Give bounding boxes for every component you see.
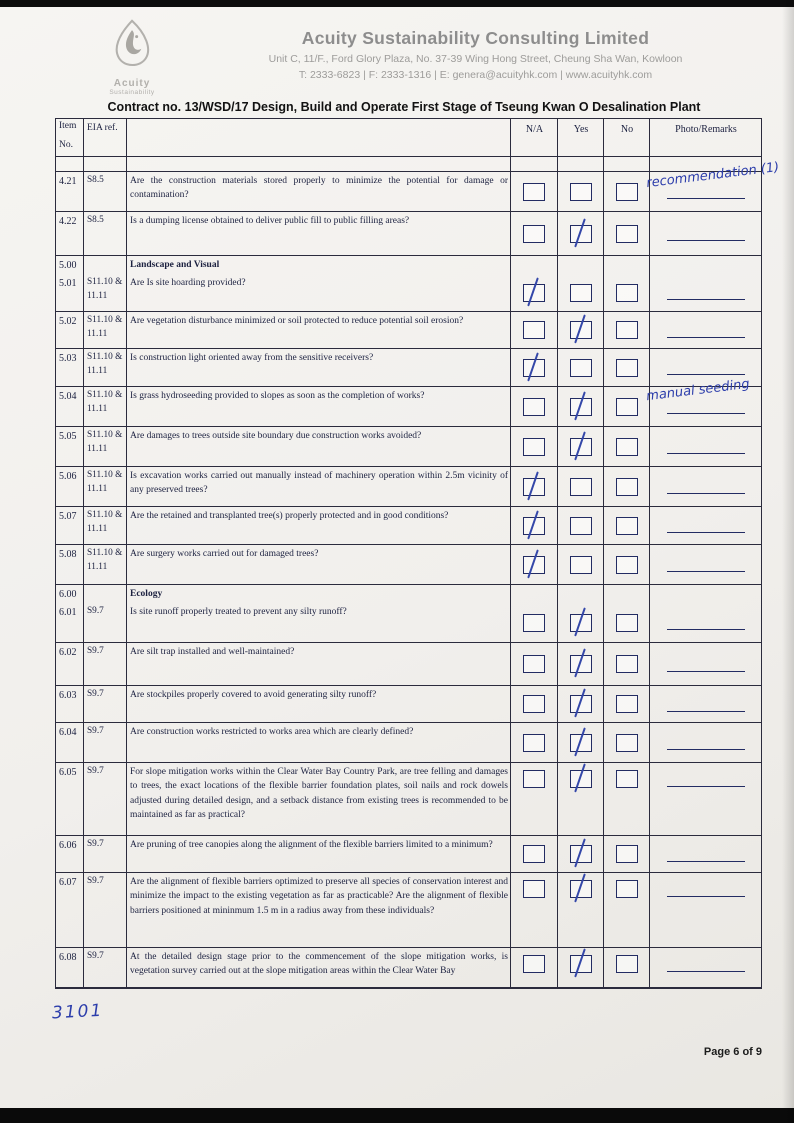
checklist-item-row (56, 159, 781, 212)
section-title: Ecology (127, 585, 511, 603)
remarks-cell (650, 545, 761, 584)
checkbox-cell-na (511, 349, 558, 386)
question-text: Are the construction materials stored properly to minimize the potential for damage or contamination? (127, 172, 511, 211)
eia-reference: S11.10 & 11.11 (84, 507, 127, 544)
col-header-na: N/A (511, 119, 558, 156)
checkbox-na (523, 614, 545, 632)
checkbox-cell-no (604, 349, 650, 386)
section-header-row (56, 256, 761, 274)
checkbox-yes-checked (570, 398, 592, 416)
checkbox-na-checked (523, 478, 545, 496)
checkbox-cell-no (604, 256, 650, 274)
checkbox-no (616, 478, 638, 496)
checklist-item-row (56, 376, 761, 427)
checkbox-cell-no (604, 603, 650, 642)
question-text: Is construction light oriented away from the sensitive receivers? (127, 349, 511, 386)
question-text: For slope mitigation works within the Clear Water Bay Country Park, are tree felling and damages to trees, the exact locations of the flexible barrier foundation plates, soil nails and rock dowels adjusted during detailed design, and a setback distance from existing trees is recommended to be maintained as far as practical? (127, 763, 511, 835)
checkbox-yes-checked (570, 695, 592, 713)
item-number: 6.08 (56, 948, 84, 987)
checkbox-yes (570, 556, 592, 574)
question-text: Is excavation works carried out manually instead of machinery operation within 2.5m vicinity of any preserved trees? (127, 467, 511, 506)
checkbox-cell-no (604, 212, 650, 255)
checkbox-cell-na (511, 212, 558, 255)
checkbox-no (616, 284, 638, 302)
eia-reference: S9.7 (84, 948, 127, 987)
checkbox-yes (570, 517, 592, 535)
checkbox-no (616, 655, 638, 673)
remarks-cell (650, 603, 761, 642)
checkbox-yes-checked (570, 845, 592, 863)
contract-title: Contract no. 13/WSD/17 Design, Build and Operate First Stage of Tseung Kwan O Desalination Plant (107, 100, 701, 114)
checkbox-na-checked (523, 359, 545, 377)
checkbox-cell-yes (558, 948, 604, 987)
remarks-cell (650, 585, 761, 603)
item-number: 5.00 (56, 256, 84, 274)
item-number: 6.02 (56, 643, 84, 685)
eia-reference (84, 157, 127, 171)
checklist-item-row (56, 603, 761, 643)
checkbox-no (616, 183, 638, 201)
blank-remark-line (667, 532, 745, 533)
eia-reference (84, 585, 127, 603)
checkbox-cell-yes (558, 763, 604, 835)
checkbox-cell-no (604, 585, 650, 603)
remarks-cell (650, 467, 761, 506)
logo-subtitle: Sustainability (109, 89, 155, 96)
checkbox-na (523, 845, 545, 863)
remarks-cell (650, 643, 761, 685)
eia-reference: S9.7 (84, 873, 127, 947)
question-text (127, 157, 511, 171)
handwritten-bottom-note: 3101 (51, 1000, 104, 1024)
eia-reference: S11.10 & 11.11 (84, 467, 127, 506)
blank-remark-line (667, 749, 745, 750)
checkbox-cell-yes (558, 643, 604, 685)
question-text: Are pruning of tree canopies along the alignment of the flexible barriers limited to a minimum? (127, 836, 511, 872)
checklist-item-row (56, 763, 761, 836)
item-number: 5.02 (56, 312, 84, 348)
checkbox-cell-yes (558, 172, 604, 211)
item-number: 6.00 (56, 585, 84, 603)
checkbox-cell-na (511, 545, 558, 584)
checkbox-no (616, 438, 638, 456)
checkbox-cell-yes (558, 873, 604, 947)
question-text: Are construction works restricted to works area which are clearly defined? (127, 723, 511, 762)
scan-artifact-top (0, 0, 794, 7)
company-contact: T: 2333-6823 | F: 2333-1316 | E: genera@acuityhk.com | www.acuityhk.com (298, 69, 653, 81)
checkbox-cell-no (604, 545, 650, 584)
remarks-cell (645, 376, 761, 426)
item-number: 6.03 (56, 686, 84, 722)
checkbox-cell-yes (558, 349, 604, 386)
checkbox-na (523, 734, 545, 752)
checkbox-cell-yes (558, 157, 604, 171)
blank-remark-line (667, 861, 745, 862)
checkbox-yes (570, 359, 592, 377)
checkbox-cell-no (604, 274, 650, 311)
checkbox-cell-yes (558, 427, 604, 466)
item-number: 4.22 (56, 212, 84, 255)
checkbox-cell-na (511, 723, 558, 762)
checkbox-cell-na (511, 948, 558, 987)
eia-reference (84, 256, 127, 274)
checklist-table (55, 118, 781, 989)
checkbox-cell-no (604, 873, 650, 947)
checkbox-cell-yes (558, 467, 604, 506)
eia-reference: S9.7 (84, 836, 127, 872)
item-number: 5.05 (56, 427, 84, 466)
blank-remark-line (667, 299, 745, 300)
checkbox-no (616, 398, 638, 416)
blank-remark-line (667, 374, 745, 375)
item-number: 5.04 (56, 387, 84, 426)
question-text: Are vegetation disturbance minimized or soil protected to reduce potential soil erosion? (127, 312, 511, 348)
remarks-cell (650, 507, 761, 544)
checklist-item-row (56, 873, 761, 948)
checkbox-yes-checked (570, 225, 592, 243)
letterhead (185, 28, 766, 81)
item-number: 6.07 (56, 873, 84, 947)
checkbox-no (616, 614, 638, 632)
checkbox-cell-na (511, 256, 558, 274)
checklist-item-row (56, 723, 761, 763)
col-header-eia-ref: EIA ref. (84, 119, 127, 156)
checkbox-yes-checked (570, 438, 592, 456)
remarks-cell (650, 836, 761, 872)
checkbox-no (616, 695, 638, 713)
blank-remark-line (667, 413, 745, 414)
checkbox-cell-yes (558, 545, 604, 584)
item-number: 6.04 (56, 723, 84, 762)
question-text: Is site runoff properly treated to prevent any silty runoff? (127, 603, 511, 642)
spacer-row (56, 157, 761, 172)
checkbox-cell-yes (558, 387, 604, 426)
checkbox-cell-no (604, 172, 650, 211)
checkbox-na (523, 438, 545, 456)
checkbox-cell-yes (558, 312, 604, 348)
checkbox-yes (570, 183, 592, 201)
checkbox-na (523, 880, 545, 898)
eia-reference: S11.10 & 11.11 (84, 387, 127, 426)
checklist-item-row (56, 836, 761, 873)
checkbox-no (616, 225, 638, 243)
remarks-cell (650, 873, 761, 947)
checklist-item-row (56, 507, 761, 545)
checkbox-yes-checked (570, 655, 592, 673)
remarks-cell (650, 312, 761, 348)
checkbox-cell-na (511, 387, 558, 426)
checkbox-cell-yes (558, 274, 604, 311)
item-number: 5.06 (56, 467, 84, 506)
remarks-cell (645, 159, 781, 211)
checkbox-na (523, 655, 545, 673)
company-address: Unit C, 11/F., Ford Glory Plaza, No. 37-39 Wing Hong Street, Cheung Sha Wan, Kowloon (268, 53, 683, 65)
checkbox-na (523, 321, 545, 339)
eia-reference: S9.7 (84, 686, 127, 722)
checkbox-cell-no (604, 507, 650, 544)
checkbox-cell-no (604, 427, 650, 466)
question-text: Are surgery works carried out for damaged trees? (127, 545, 511, 584)
checkbox-na-checked (523, 284, 545, 302)
eia-reference: S9.7 (84, 603, 127, 642)
remarks-cell (650, 686, 761, 722)
checkbox-na (523, 398, 545, 416)
blank-remark-line (667, 493, 745, 494)
remarks-cell (650, 427, 761, 466)
checkbox-cell-na (511, 427, 558, 466)
blank-remark-line (667, 453, 745, 454)
checkbox-cell-no (604, 157, 650, 171)
checkbox-cell-na (511, 763, 558, 835)
question-text: Is a dumping license obtained to deliver public fill to public filling areas? (127, 212, 511, 255)
checkbox-cell-na (511, 157, 558, 171)
blank-remark-line (667, 671, 745, 672)
eia-reference: S11.10 & 11.11 (84, 545, 127, 584)
checkbox-no (616, 770, 638, 788)
checkbox-cell-no (604, 467, 650, 506)
checkbox-yes (570, 478, 592, 496)
checkbox-na (523, 225, 545, 243)
checkbox-na (523, 695, 545, 713)
checkbox-cell-na (511, 172, 558, 211)
checkbox-cell-yes (558, 585, 604, 603)
checkbox-cell-yes (558, 836, 604, 872)
item-number: 6.06 (56, 836, 84, 872)
checklist-item-row (56, 545, 761, 585)
eia-reference: S11.10 & 11.11 (84, 349, 127, 386)
checkbox-cell-yes (558, 723, 604, 762)
checkbox-cell-no (604, 686, 650, 722)
checkbox-cell-yes (558, 212, 604, 255)
remarks-cell (650, 948, 761, 987)
checkbox-cell-no (604, 643, 650, 685)
checklist-item-row (56, 467, 761, 507)
question-text: Is grass hydroseeding provided to slopes as soon as the completion of works? (127, 387, 511, 426)
section-header-row (56, 585, 761, 603)
eia-reference: S9.7 (84, 643, 127, 685)
eia-reference: S9.7 (84, 763, 127, 835)
acuity-logo-icon (104, 18, 160, 72)
col-header-item-no: Item No. (56, 119, 84, 156)
checkbox-yes-checked (570, 734, 592, 752)
checkbox-yes-checked (570, 880, 592, 898)
checkbox-no (616, 845, 638, 863)
col-header-question (127, 119, 511, 156)
remarks-cell (650, 212, 761, 255)
handwritten-remark: recommendation (1) (645, 159, 781, 192)
question-text: Are silt trap installed and well-maintained? (127, 643, 511, 685)
remarks-cell (650, 763, 761, 835)
blank-remark-line (667, 711, 745, 712)
checkbox-no (616, 359, 638, 377)
table-body (56, 157, 781, 988)
checkbox-no (616, 880, 638, 898)
item-number: 5.07 (56, 507, 84, 544)
checkbox-cell-na (511, 274, 558, 311)
remarks-cell (650, 256, 761, 274)
checkbox-yes-checked (570, 770, 592, 788)
checkbox-cell-na (511, 585, 558, 603)
checkbox-cell-yes (558, 507, 604, 544)
checklist-item-row (56, 948, 761, 988)
blank-remark-line (667, 786, 745, 787)
eia-reference: S9.7 (84, 723, 127, 762)
checkbox-cell-na (511, 873, 558, 947)
blank-remark-line (667, 337, 745, 338)
company-name: Acuity Sustainability Consulting Limited (301, 28, 650, 48)
col-header-no: No (604, 119, 650, 156)
checkbox-no (616, 955, 638, 973)
checkbox-cell-no (604, 387, 650, 426)
eia-reference: S8.5 (84, 212, 127, 255)
page-number: Page 6 of 9 (703, 1046, 762, 1058)
item-number (56, 157, 84, 171)
checkbox-no (616, 517, 638, 535)
checkbox-cell-na (511, 836, 558, 872)
question-text: Are the retained and transplanted tree(s) properly protected and in good conditions? (127, 507, 511, 544)
checklist-item-row (56, 427, 761, 467)
checkbox-cell-na (511, 507, 558, 544)
logo-title: Acuity (113, 78, 151, 89)
eia-reference: S8.5 (84, 172, 127, 211)
checklist-item-row (56, 686, 761, 723)
checkbox-cell-yes (558, 686, 604, 722)
checkbox-cell-no (604, 948, 650, 987)
table-header-row (56, 119, 761, 157)
blank-remark-line (667, 240, 745, 241)
checkbox-cell-na (511, 603, 558, 642)
item-number: 5.03 (56, 349, 84, 386)
checkbox-na (523, 770, 545, 788)
eia-reference: S11.10 & 11.11 (84, 274, 127, 311)
item-number: 6.01 (56, 603, 84, 642)
checkbox-yes-checked (570, 955, 592, 973)
blank-remark-line (667, 198, 745, 199)
blank-remark-line (667, 629, 745, 630)
checkbox-no (616, 734, 638, 752)
question-text: At the detailed design stage prior to the commencement of the slope mitigation works, is vegetation survey carried out at the slope mitigation areas within the Clear Water Bay (127, 948, 511, 987)
blank-remark-line (667, 571, 745, 572)
item-number: 5.08 (56, 545, 84, 584)
col-header-photo-remarks: Photo/Remarks (675, 124, 737, 135)
remarks-cell (650, 274, 761, 311)
item-number: 4.21 (56, 172, 84, 211)
question-text: Are Is site hoarding provided? (127, 274, 511, 311)
checklist-item-row (56, 274, 761, 312)
item-number: 6.05 (56, 763, 84, 835)
checkbox-na (523, 955, 545, 973)
question-text: Are damages to trees outside site boundary due construction works avoided? (127, 427, 511, 466)
question-text: Are the alignment of flexible barriers optimized to preserve all species of conservation interest and minimize the impact to the existing vegetation as far as practicable? Are the alignment of flexible barriers positioned at mininmum 1.5 m in a radius away from these individuals? (127, 873, 511, 947)
col-header-yes: Yes (558, 119, 604, 156)
checkbox-cell-no (604, 763, 650, 835)
checklist-item-row (56, 349, 761, 387)
scan-artifact-bottom (0, 1108, 794, 1123)
blank-remark-line (667, 896, 745, 897)
checkbox-yes (570, 284, 592, 302)
checkbox-cell-na (511, 467, 558, 506)
question-text: Are stockpiles properly covered to avoid generating silty runoff? (127, 686, 511, 722)
eia-reference: S11.10 & 11.11 (84, 427, 127, 466)
checkbox-cell-no (604, 312, 650, 348)
checkbox-cell-na (511, 312, 558, 348)
company-logo (92, 18, 172, 96)
item-number: 5.01 (56, 274, 84, 311)
checkbox-cell-na (511, 686, 558, 722)
checkbox-cell-na (511, 643, 558, 685)
checkbox-cell-yes (558, 603, 604, 642)
checklist-item-row (56, 212, 761, 256)
eia-reference: S11.10 & 11.11 (84, 312, 127, 348)
handwritten-remark: manual seeding (645, 376, 751, 405)
checkbox-yes-checked (570, 614, 592, 632)
checklist-item-row (56, 312, 761, 349)
checklist-item-row (56, 643, 761, 686)
checkbox-cell-no (604, 723, 650, 762)
checkbox-na (523, 183, 545, 201)
checkbox-yes-checked (570, 321, 592, 339)
checkbox-no (616, 321, 638, 339)
checkbox-no (616, 556, 638, 574)
blank-remark-line (667, 971, 745, 972)
checkbox-na-checked (523, 556, 545, 574)
section-title: Landscape and Visual (127, 256, 511, 274)
checkbox-cell-yes (558, 256, 604, 274)
checkbox-na-checked (523, 517, 545, 535)
remarks-cell (650, 723, 761, 762)
checkbox-cell-no (604, 836, 650, 872)
